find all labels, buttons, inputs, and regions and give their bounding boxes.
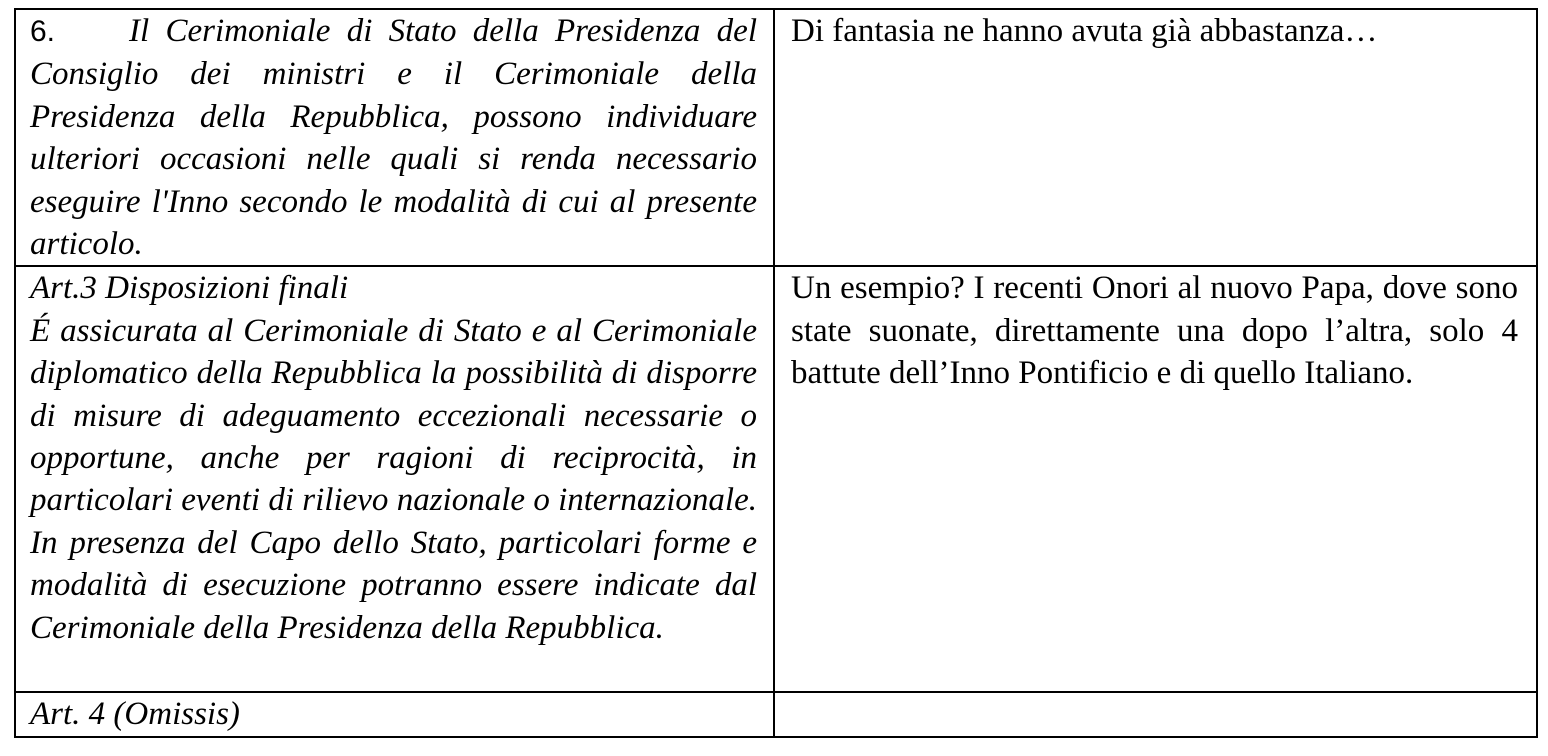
comment-cell (774, 266, 1537, 692)
comparison-table (14, 8, 1538, 738)
law-text-cell (15, 692, 774, 736)
comment-cell (774, 9, 1537, 266)
law-text-cell (15, 9, 774, 266)
comment-text: Un esempio? I recenti Onori al nuovo Papa, dove sono state suonate, direttamente una dopo l’altra, solo 4 battute dell’Inno Pontificio e di quello Italiano. (791, 270, 1518, 392)
table-row (15, 692, 1537, 736)
law-paragraph-text: É assicurata al Cerimoniale di Stato e al Cerimoniale diplomatico della Repubblica la possibilità di disporre di misure di adeguamento eccezionali necessarie o opportune, anche per ragioni di reciprocità, in particolari eventi di rilievo nazionale o internazionale. In presenza del Capo dello Stato, particolari forme e modalità di esecuzione potranno essere indicate dal Cerimoniale della Presidenza della Repubblica. (30, 312, 757, 646)
article-heading: Art. 4 (Omissis) (30, 696, 240, 733)
law-text-cell (15, 266, 774, 692)
table-row (15, 266, 1537, 692)
comment-cell (774, 692, 1537, 736)
law-paragraph-text: Il Cerimoniale di Stato della Presidenza del Consiglio dei ministri e il Cerimoniale della Presidenza della Repubblica, possono individuare ulteriori occasioni nelle quali si renda necessario eseguire l'Inno secondo le modalità di cui al presente articolo. (30, 13, 757, 263)
paragraph-number: 6. (30, 15, 56, 48)
article-heading: Art.3 Disposizioni finali (30, 270, 349, 307)
comment-text: Di fantasia ne hanno avuta già abbastanza… (791, 13, 1378, 49)
table-row (15, 9, 1537, 266)
